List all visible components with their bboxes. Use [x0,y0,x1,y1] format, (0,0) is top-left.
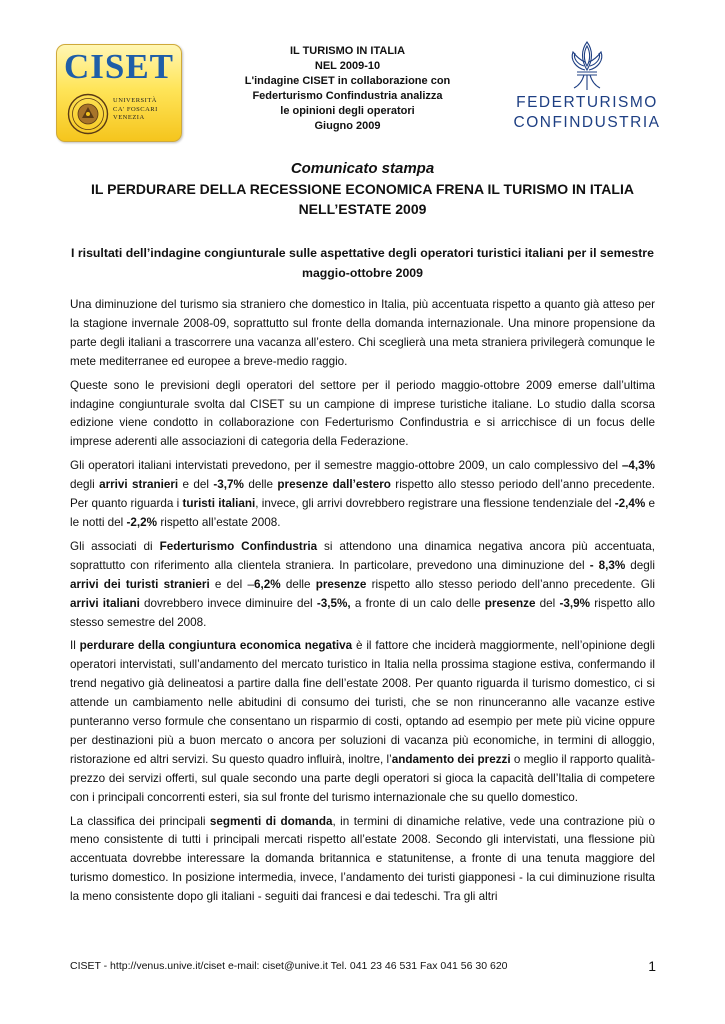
body-text-run: , in termini di dinamiche relative, vede una contrazione più o meno consistente di tutti i principali mercati rispetto all’estate 2008. Secondo gli intervistati, una flessione più accentuata dovrebbe interessare la domanda britannica e statunitense, a fronte di una tenuta maggiore del turismo domestico. In posizione intermedia, invece, l’andamento dei turisti giapponesi - la cui diminuzione risulta la meno consistente dopo gli italiani - seguiti dai francesi e dai tedeschi. Tra gli altri [70,814,656,904]
emphasis-text: arrivi stranieri [99,478,179,492]
body-text-run: Queste sono le previsioni degli operatori del settore per il periodo maggio-ottobre 2009 emerse dall’ultima indagine congiunturale svolta dal CISET su un campione di imprese turistiche italiane. Lo studio dalla scorsa edizione viene condotto in collaborazione con Federturismo Confindustria e si arricchisce di un focus delle imprese aderenti alle associazioni di categoria della Federazione. [70,378,655,449]
body-text-run: degli [70,478,100,492]
body-text-run: Gli associati di [70,539,160,553]
university-line: VENEZIA [113,114,145,122]
emphasis-text: arrivi dei turisti stranieri [70,577,210,591]
ciset-logo [56,44,182,142]
body-text-run: Il [70,639,80,653]
emphasis-text: andamento dei prezzi [391,752,511,766]
emphasis-text: 6,2% [253,577,281,591]
body-paragraph [70,296,655,372]
body-text-run: delle [243,478,278,492]
body-text-run: a fronte di un calo delle [350,596,485,610]
emphasis-text: - 8,3% [589,558,626,572]
emphasis-text: turisti italiani [182,497,256,511]
federturismo-name: FEDERTURISMO [516,94,658,111]
emphasis-text: -3,9% [559,596,591,610]
emphasis-text: presenze [484,596,536,610]
emphasis-text: perdurare della congiuntura economica negativa [79,639,353,653]
emphasis-text: –4,3% [621,459,655,473]
header-block [215,44,480,134]
body-paragraph [70,538,655,633]
federturismo-logo [512,40,662,140]
header-line: Giugno 2009 [314,120,381,132]
emphasis-text: arrivi italiani [70,596,140,610]
university-name [113,97,177,123]
body-text-run: rispetto allo stesso periodo dell’anno precedente. Per quanto riguarda i [70,478,655,511]
footer-contacts: CISET - http://venus.unive.it/ciset e-mail: ciset@unive.it Tel. 041 23 46 531 Fax 041 56 30 620 [70,960,508,972]
body-text-run: La classifica dei principali [70,814,210,828]
body-text-run: o meglio il rapporto qualità-prezzo dei servizi offerti, sul quale secondo una parte degli operatori si gioca la capacità dell’Italia di competere con i principali concorrenti esteri, sia sul fronte del turismo internazionale che su quello domestico. [70,752,655,804]
body-text-run: e del [178,478,214,492]
body-text-run: è il fattore che inciderà maggiormente, nell’opinione degli operatori intervistati, sull’andamento del mercato turistico in Italia nella prossima stagione estiva, confermando il trend negativo già delineatosi a partire dalla fine dell’estate 2008. Per quanto riguarda il turismo domestico, ci si attende un cambiamento nelle abitudini di consumo dei turisti, che se non rinunceranno alle vacanze estive punteranno verso formule che consentano un risparmio di costi, optando ad esempio per mete più vicine oppure per destinazioni più a buon mercato o ancora per soluzioni di vacanza più economiche, in termini di alloggio, ristorazione ed altri servizi. Su questo quadro influirà, inoltre, l’ [70,639,655,766]
emphasis-text: segmenti di domanda [209,814,333,828]
body-text-run: rispetto all’estate 2008. [157,515,281,529]
headline: IL PERDURARE DELLA RECESSIONE ECONOMICA FRENA IL TURISMO IN ITALIA NELL’ESTATE 2009 [91,181,634,217]
emphasis-text: -2,4% [614,497,646,511]
emphasis-text: presenze [315,577,367,591]
body-text-run: e le notti del [70,497,656,529]
university-seal-icon [67,93,109,135]
header-line: le opinioni degli operatori [280,105,415,117]
emphasis-text: -2,2% [126,515,158,529]
body-text-run: dovrebbero invece diminuire del [139,596,317,610]
fleur-de-lis-icon [564,40,610,92]
article-body [70,296,655,912]
university-line: CA' FOSCARI [113,105,158,113]
emphasis-text: presenze dall’estero [277,478,391,492]
header-line: Federturismo Confindustria analizza [252,90,443,102]
body-paragraph [70,377,655,453]
body-paragraph [70,637,655,807]
header-line: L'indagine CISET in collaborazione con [244,75,451,87]
body-text-run: delle [280,577,316,591]
body-text-run: degli [625,558,655,572]
press-release-label: Comunicato stampa [290,160,435,177]
body-text-run: rispetto allo stesso semestre del 2008. [70,596,656,629]
emphasis-text: -3,7% [213,478,244,492]
body-paragraph [70,813,655,908]
header-line: IL TURISMO IN ITALIA [289,45,406,57]
ciset-wordmark: CISET [63,47,175,86]
body-paragraph [70,457,655,533]
header-line: NEL 2009-10 [314,60,381,72]
subheadline: I risultati dell’indagine congiunturale sulle aspettative degli operatori turistici italiani per il semestre maggio-ottobre 2009 [71,246,654,280]
body-text-run: rispetto allo stesso periodo dell’anno precedente. Gli [366,577,655,591]
body-text-run: Gli operatori italiani intervistati prevedono, per il semestre maggio-ottobre 2009, un calo complessivo del [70,459,622,473]
emphasis-text: -3,5%, [316,596,351,610]
body-text-run: Una diminuzione del turismo sia straniero che domestico in Italia, più accentuata rispetto a quanto già atteso per la stagione invernale 2008-09, soprattutto sul fronte della domanda internazionale. Una minore propensione da parte degli italiani a trascorrere una vacanza all’estero. Chi sceglierà una meta straniera privilegerà comunque le mete mediterranee ed europee a breve-medio raggio. [70,298,655,368]
emphasis-text: Federturismo Confindustria [159,539,318,553]
body-text-run: e del – [209,577,254,591]
university-line: UNIVERSITÀ [113,97,157,104]
page-number: 1 [648,958,656,974]
body-text-run: del [535,596,560,610]
body-text-run: si attendono una dinamica negativa ancora più accentuata, soprattutto con riferimento alla clientela straniera. In particolare, prevedono una diminuzione del [70,539,655,572]
confindustria-name: CONFINDUSTRIA [513,114,661,131]
body-text-run: , invece, gli arrivi dovrebbero registrare una flessione tendenziale del [255,497,615,511]
